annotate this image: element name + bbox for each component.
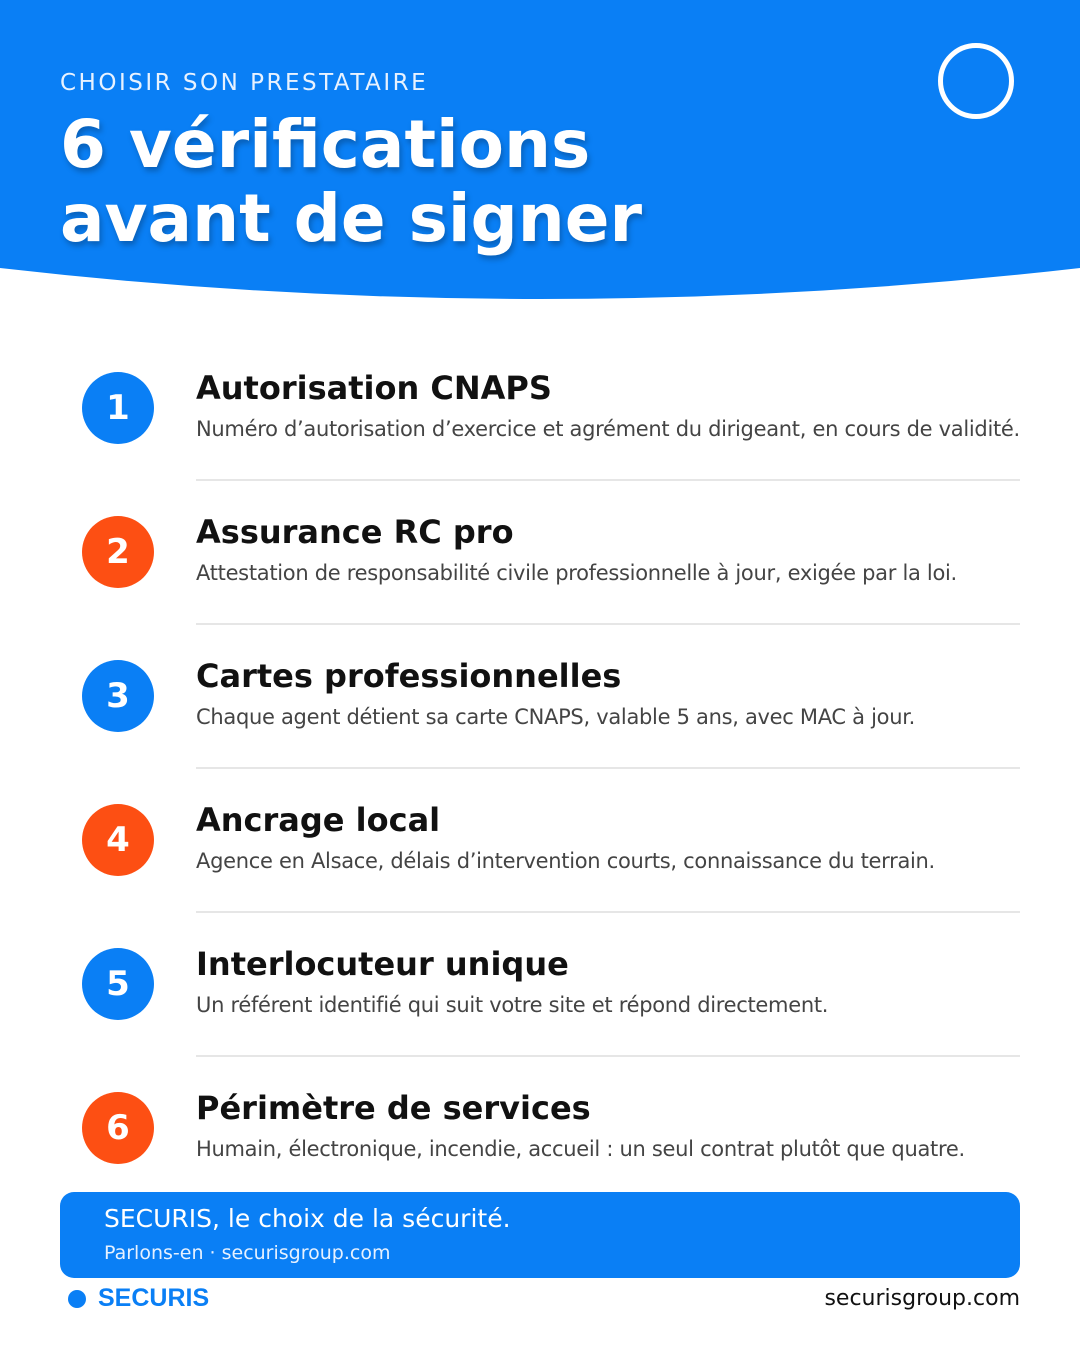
- item-description: Attestation de responsabilité civile professionnelle à jour, exigée par la loi.: [196, 561, 957, 585]
- header-banner: [0, 0, 1080, 300]
- checklist-item: [0, 335, 1080, 479]
- brand-dot-icon: [68, 1290, 86, 1308]
- cta-headline: SECURIS, le choix de la sécurité.: [104, 1204, 511, 1233]
- item-title: Autorisation CNAPS: [196, 369, 552, 407]
- footer-url-link[interactable]: securisgroup.com: [824, 1286, 1020, 1311]
- checklist-item: [0, 623, 1080, 767]
- checklist-item: [0, 479, 1080, 623]
- step-number-badge: 6: [82, 1092, 154, 1164]
- page-title-line-2: avant de signer: [60, 180, 643, 257]
- item-title: Interlocuteur unique: [196, 945, 569, 983]
- checklist-item: [0, 911, 1080, 1055]
- step-number-badge: 4: [82, 804, 154, 876]
- item-title: Assurance RC pro: [196, 513, 514, 551]
- page-title-line-1: 6 vérifications: [60, 106, 591, 183]
- brand-name: SECURIS: [98, 1284, 210, 1312]
- step-number-badge: 2: [82, 516, 154, 588]
- circle-ring-icon: [938, 43, 1014, 119]
- cta-subline: Parlons-en · securisgroup.com: [104, 1242, 391, 1264]
- item-title: Ancrage local: [196, 801, 441, 839]
- step-number-badge: 1: [82, 372, 154, 444]
- step-number-badge: 5: [82, 948, 154, 1020]
- page-title: [60, 108, 642, 256]
- checklist-item: [0, 767, 1080, 911]
- cta-banner[interactable]: [60, 1192, 1020, 1278]
- item-title: Cartes professionnelles: [196, 657, 622, 695]
- item-description: Agence en Alsace, délais d’intervention courts, connaissance du terrain.: [196, 849, 935, 873]
- item-title: Périmètre de services: [196, 1089, 591, 1127]
- step-number-badge: 3: [82, 660, 154, 732]
- item-description: Humain, électronique, incendie, accueil : un seul contrat plutôt que quatre.: [196, 1137, 965, 1161]
- checklist-item: [0, 1055, 1080, 1199]
- item-description: Numéro d’autorisation d’exercice et agrément du dirigeant, en cours de validité.: [196, 417, 1020, 441]
- item-description: Un référent identifié qui suit votre site et répond directement.: [196, 993, 829, 1017]
- eyebrow-label: CHOISIR SON PRESTATAIRE: [60, 70, 429, 96]
- item-description: Chaque agent détient sa carte CNAPS, valable 5 ans, avec MAC à jour.: [196, 705, 915, 729]
